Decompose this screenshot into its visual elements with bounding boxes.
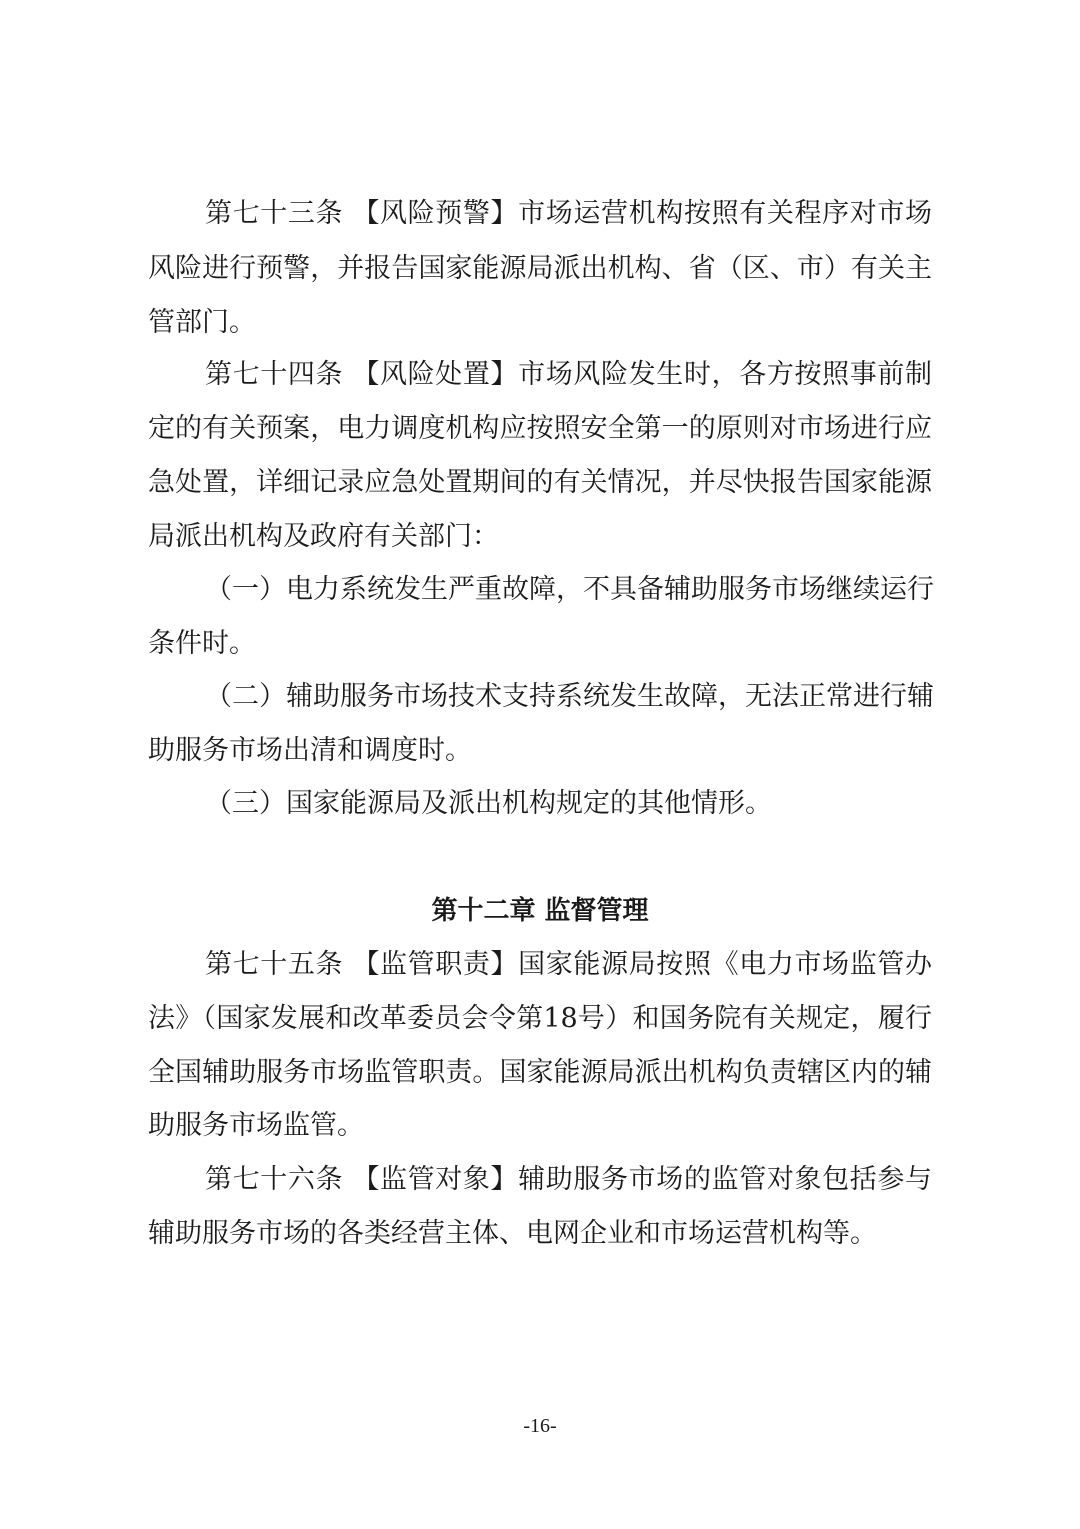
article-75-line-3: 全国辅助服务市场监管职责。国家能源局派出机构负责辖区内的辅 bbox=[148, 1057, 932, 1088]
article-74-line-1: 第七十四条 【风险处置】市场风险发生时，各方按照事前制 bbox=[205, 359, 932, 390]
page-number: -16- bbox=[523, 1415, 557, 1437]
chapter-12-heading: 第十二章 监督管理 bbox=[431, 896, 649, 926]
article-75-line-1: 第七十五条 【监管职责】国家能源局按照《电力市场监管办 bbox=[205, 949, 932, 980]
article-73-line-1: 第七十三条 【风险预警】市场运营机构按照有关程序对市场 bbox=[205, 198, 932, 229]
article-73-line-3: 管部门。 bbox=[148, 307, 256, 338]
article-75-line-4: 助服务市场监管。 bbox=[148, 1110, 364, 1141]
item-3-line-1: （三）国家能源局及派出机构规定的其他情形。 bbox=[205, 788, 772, 819]
item-1-line-2: 条件时。 bbox=[148, 628, 256, 659]
article-74-line-2: 定的有关预案，电力调度机构应按照安全第一的原则对市场进行应 bbox=[148, 413, 932, 444]
article-74-line-4: 局派出机构及政府有关部门： bbox=[148, 521, 499, 552]
item-1-line-1: （一）电力系统发生严重故障，不具备辅助服务市场继续运行 bbox=[205, 574, 934, 605]
article-74-line-3: 急处置，详细记录应急处置期间的有关情况，并尽快报告国家能源 bbox=[148, 467, 932, 498]
article-73-line-2: 风险进行预警，并报告国家能源局派出机构、省（区、市）有关主 bbox=[148, 253, 932, 284]
article-76-line-1: 第七十六条 【监管对象】辅助服务市场的监管对象包括参与 bbox=[205, 1164, 932, 1195]
article-76-line-2: 辅助服务市场的各类经营主体、电网企业和市场运营机构等。 bbox=[148, 1218, 877, 1249]
item-2-line-1: （二）辅助服务市场技术支持系统发生故障，无法正常进行辅 bbox=[205, 681, 934, 712]
article-75-line-2: 法》（国家发展和改革委员会令第18号）和国务院有关规定，履行 bbox=[148, 1003, 932, 1034]
item-2-line-2: 助服务市场出清和调度时。 bbox=[148, 735, 472, 766]
